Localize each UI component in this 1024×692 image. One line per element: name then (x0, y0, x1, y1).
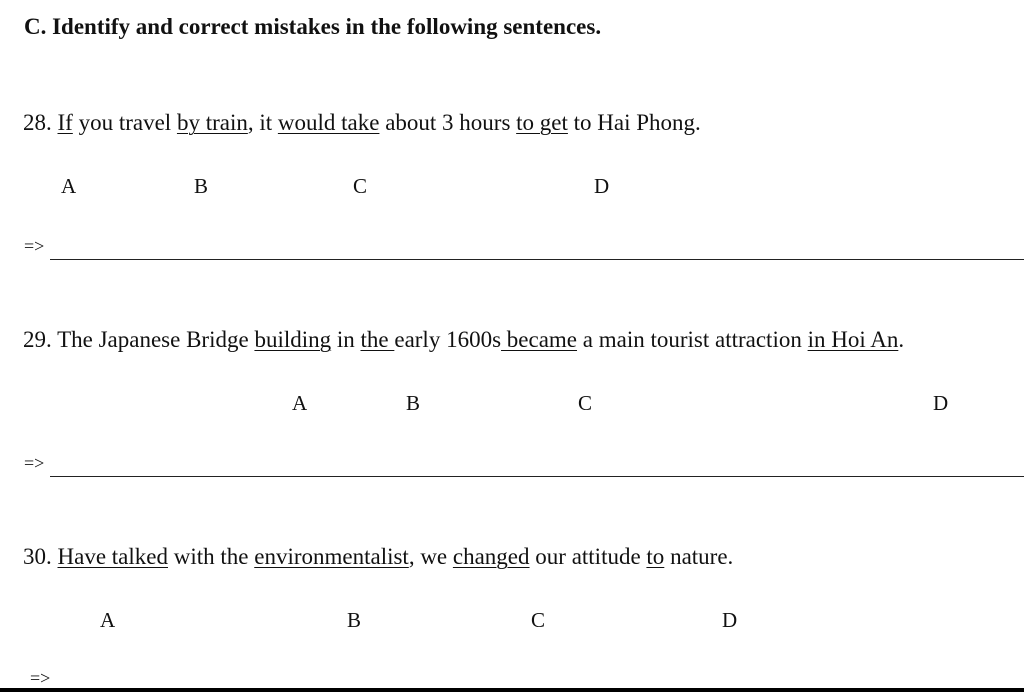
sentence-text: a main tourist attraction (582, 327, 802, 352)
option-letter-b: B (194, 174, 209, 198)
sentence-text: with the (173, 544, 249, 569)
underlined-part-a: If (57, 110, 73, 135)
question-number: 28. (23, 110, 52, 135)
underlined-part-d: to (646, 544, 665, 569)
option-letter-d: D (594, 174, 610, 198)
question-28-sentence (23, 110, 701, 136)
underlined-part-d: to get (516, 110, 568, 135)
question-number: 29. (23, 327, 52, 352)
option-letter-c: C (578, 391, 593, 415)
question-number: 30. (23, 544, 52, 569)
option-letter-d: D (933, 391, 949, 415)
question-30-sentence (23, 544, 733, 570)
answer-line-28[interactable] (50, 259, 1024, 260)
answer-prefix-30: => (30, 668, 51, 688)
option-letter-c: C (353, 174, 368, 198)
bottom-edge-bar (0, 688, 1024, 692)
sentence-text: The Japanese Bridge (57, 327, 249, 352)
underlined-part-c: changed (452, 544, 530, 569)
option-letter-a: A (61, 174, 77, 198)
sentence-text: in (336, 327, 355, 352)
underlined-part-c: would take (277, 110, 380, 135)
underlined-part-a: Have talked (57, 544, 168, 569)
sentence-text: to Hai Phong. (573, 110, 701, 135)
underlined-part-c: became (501, 327, 578, 352)
option-letter-c: C (531, 608, 546, 632)
underlined-part-a: building (254, 327, 332, 352)
sentence-text: you travel (78, 110, 172, 135)
sentence-text: , we (408, 544, 448, 569)
sentence-text: our attitude (535, 544, 641, 569)
sentence-text: early 1600s (394, 327, 502, 352)
underlined-part-b: environmentalist (254, 544, 409, 569)
option-letter-a: A (292, 391, 308, 415)
section-heading: C. Identify and correct mistakes in the following sentences. (24, 14, 602, 39)
answer-prefix-29: => (24, 453, 45, 473)
question-29-sentence (23, 327, 904, 353)
answer-prefix-28: => (24, 236, 45, 256)
option-letter-b: B (347, 608, 362, 632)
option-letter-a: A (100, 608, 116, 632)
sentence-text: about 3 hours (385, 110, 511, 135)
option-letter-d: D (722, 608, 738, 632)
underlined-part-b: by train (176, 110, 248, 135)
sentence-text: . (898, 327, 905, 352)
answer-line-29[interactable] (50, 476, 1024, 477)
underlined-part-b: the (360, 327, 395, 352)
sentence-text: nature. (670, 544, 734, 569)
sentence-text: , it (247, 110, 273, 135)
option-letter-b: B (406, 391, 421, 415)
underlined-part-d: in Hoi An (807, 327, 899, 352)
